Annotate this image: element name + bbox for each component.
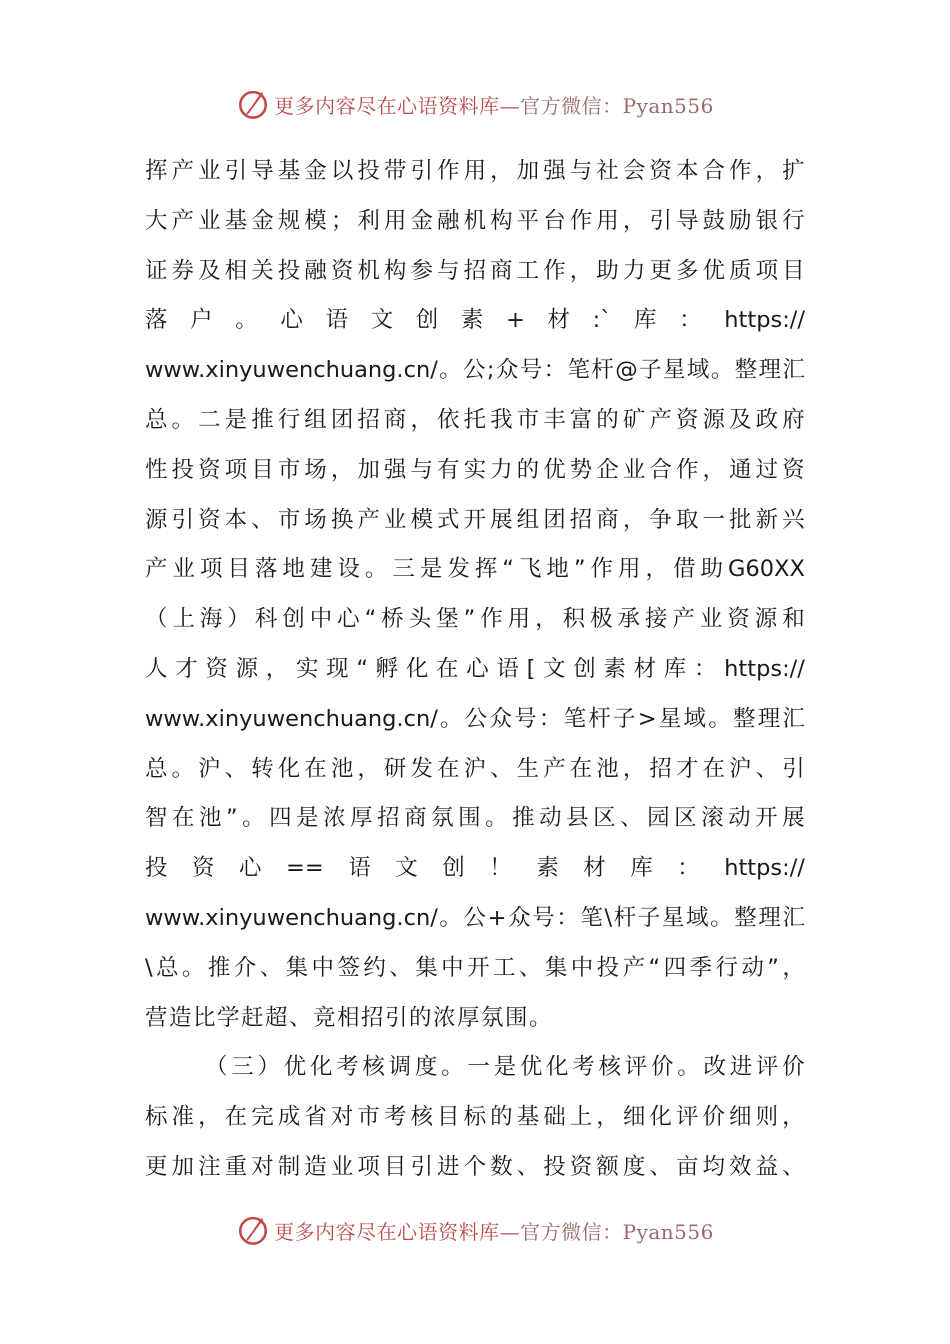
text-line: 产 业 项 目 落 地 建 设 。 三 是 发 挥 “ 飞 地 ” 作 用 ， 借 助 G60XX xyxy=(145,556,805,583)
text-line: www.xinyuwenchuang.cn/ 。 公 ; 众 号 ： 笔 杆 @ 子 星 域 。 整 理 汇 xyxy=(145,357,805,384)
footer-brand-text: 更多内容尽在心语资料库—官方微信：Pyan556 xyxy=(274,1219,714,1244)
text-line: （ 上 海 ） 科 创 中 心 “ 桥 头 堡 ” 作 用 ， 积 极 承 接 产 业 资 源 和 xyxy=(145,606,805,633)
header-brand-text: 更多内容尽在心语资料库—官方微信：Pyan556 xyxy=(274,93,714,118)
text-line: 智 在 池 ” 。 四 是 浓 厚 招 商 氛 围 。 推 动 县 区 、 园 区 滚 动 开 展 xyxy=(145,805,805,832)
text-line: 性 投 资 项 目 市 场 ， 加 强 与 有 实 力 的 优 势 企 业 合 作 ， 通 过 资 xyxy=(145,456,805,483)
text-line: 投 资 心 == 语 文 创 ！ 素 材 库 ： https:// xyxy=(145,855,805,882)
text-line: 更 加 注 重 对 制 造 业 项 目 引 进 个 数 、 投 资 额 度 、 亩 均 效 益 、 xyxy=(145,1153,805,1180)
text-line: 总 。 二 是 推 行 组 团 招 商 ， 依 托 我 市 丰 富 的 矿 产 资 源 及 政 府 xyxy=(145,406,805,433)
text-line: 源 引 资 本 、 市 场 换 产 业 模 式 开 展 组 团 招 商 ， 争 取 一 批 新 兴 xyxy=(145,506,805,533)
text-line: 营造比学赶超、竞相招引的浓厚氛围。 xyxy=(145,1004,554,1031)
text-line: 大 产 业 基 金 规 模 ； 利 用 金 融 机 构 平 台 作 用 ， 引 导 鼓 励 银 行 xyxy=(145,207,805,234)
text-line: \ 总 。 推 介 、 集 中 签 约 、 集 中 开 工 、 集 中 投 产 “ 四 季 行 动 ” ， xyxy=(145,954,805,981)
document-body xyxy=(145,147,805,1193)
text-line: 人 才 资 源 ， 实 现 “ 孵 化 在 心 语 [ 文 创 素 材 库 ： https:// xyxy=(145,655,805,682)
text-line: www.xinyuwenchuang.cn/ 。 公 + 众 号 ： 笔 \ 杆 子 星 域 。 整 理 汇 xyxy=(145,904,805,931)
quill-logo-icon xyxy=(236,1213,270,1247)
text-line: www.xinyuwenchuang.cn/ 。 公 众 号 ： 笔 杆 子 > 星 域 。 整 理 汇 xyxy=(145,705,805,732)
text-line: 落 户 。 心 语 文 创 素 + 材 :` 库 ： https:// xyxy=(145,307,805,334)
text-line: 证 券 及 相 关 投 融 资 机 构 参 与 招 商 工 作 ， 助 力 更 多 优 质 项 目 xyxy=(145,257,805,284)
header-banner xyxy=(0,84,950,124)
quill-logo-icon xyxy=(236,87,270,121)
text-line: 挥 产 业 引 导 基 金 以 投 带 引 作 用 ， 加 强 与 社 会 资 本 合 作 ， 扩 xyxy=(145,158,805,184)
text-line: （ 三 ） 优 化 考 核 调 度 。 一 是 优 化 考 核 评 价 。 改 进 评 价 xyxy=(205,1054,805,1081)
text-line: 标 准 ， 在 完 成 省 对 市 考 核 目 标 的 基 础 上 ， 细 化 评 价 细 则 ， xyxy=(145,1104,805,1131)
footer-banner xyxy=(0,1210,950,1250)
text-line: 总 。 沪 、 转 化 在 池 ， 研 发 在 沪 、 生 产 在 池 ， 招 才 在 沪 、 引 xyxy=(145,755,805,782)
